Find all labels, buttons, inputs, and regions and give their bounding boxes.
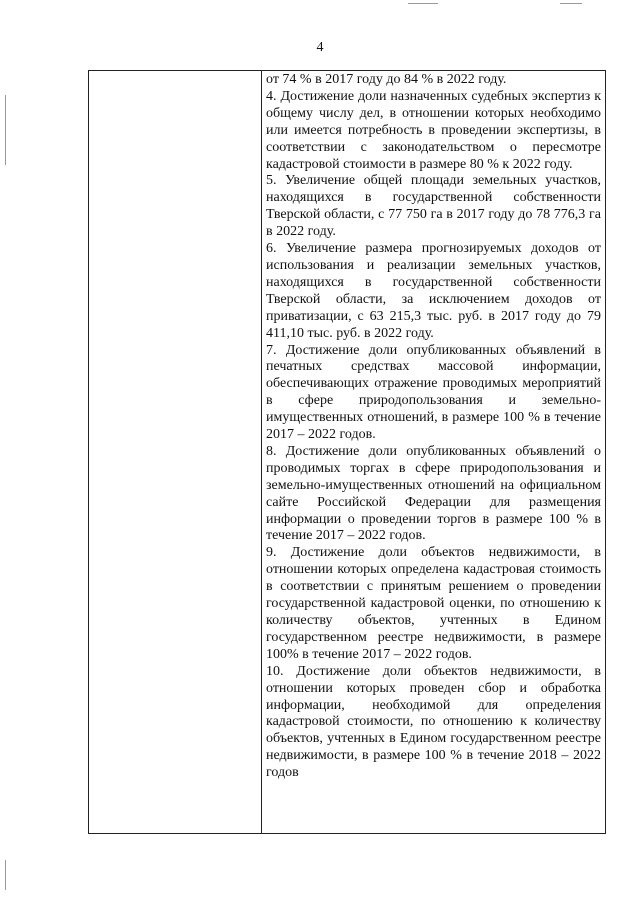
left-column-cell: [89, 71, 261, 833]
indicator-10: 10. Достижение доли объектов недвижимости, в отношении которых проведен сбор и обработка информации, необходимой для определения кадастровой стоимости, по отношению к количеству объектов, учтенных в Едином государственном реестре недвижимости, в размере 100 % в течение 2018 – 2022 годов: [266, 663, 601, 781]
indicator-5: 5. Увеличение общей площади земельных участков, находящихся в государственной собственности Тверской области, с 77 750 га в 2017 году до 78 776,3 га в 2022 году.: [266, 173, 601, 240]
scan-artifact-top-right: [560, 3, 582, 4]
column-divider: [261, 71, 262, 833]
indicator-7: 7. Достижение доли опубликованных объявлений в печатных средствах массовой информации, обеспечивающих отражение проводимых мероприятий в сфере природопользования и земельно-имущественных отношений, в размере 100 % в течение 2017 – 2022 годов.: [266, 342, 601, 443]
indicator-9: 9. Достижение доли объектов недвижимости, в отношении которых определена кадастровая стоимость в соответствии с принятым решением о проведении государственной кадастровой оценки, по отношению к количеству объектов, учтенных в Едином государственном реестре недвижимости, в размере 100% в течение 2017 – 2022 годов.: [266, 545, 601, 662]
page-number: 4: [316, 40, 324, 55]
indicators-table: [88, 70, 606, 834]
scan-artifact-top: [408, 3, 438, 4]
scan-artifact-left-edge-lower: [5, 860, 6, 890]
right-column-cell: [266, 72, 601, 782]
indicator-continuation: от 74 % в 2017 году до 84 % в 2022 году.: [266, 72, 507, 87]
indicator-6: 6. Увеличение размера прогнозируемых доходов от использования и реализации земельных участков, находящихся в государственной собственности Тверской области, за исключением доходов от приватизации, с 63 215,3 тыс. руб. в 2017 году до 79 411,10 тыс. руб. в 2022 году.: [266, 241, 601, 341]
indicator-4: 4. Достижение доли назначенных судебных экспертиз к общему числу дел, в отношении которых необходимо или имеется потребность в проведении экспертизы, в соответствии с законодательством о пересмотре кадастровой стоимости в размере 80 % к 2022 году.: [266, 88, 601, 172]
indicator-8: 8. Достижение доли опубликованных объявлений о проводимых торгах в сфере природопользования и земельно-имущественных отношений на официальном сайте Российской Федерации для размещения информации о проведении торгов в размере 100 % в течение 2017 – 2022 годов.: [266, 443, 601, 544]
scan-artifact-left-edge: [5, 95, 6, 165]
